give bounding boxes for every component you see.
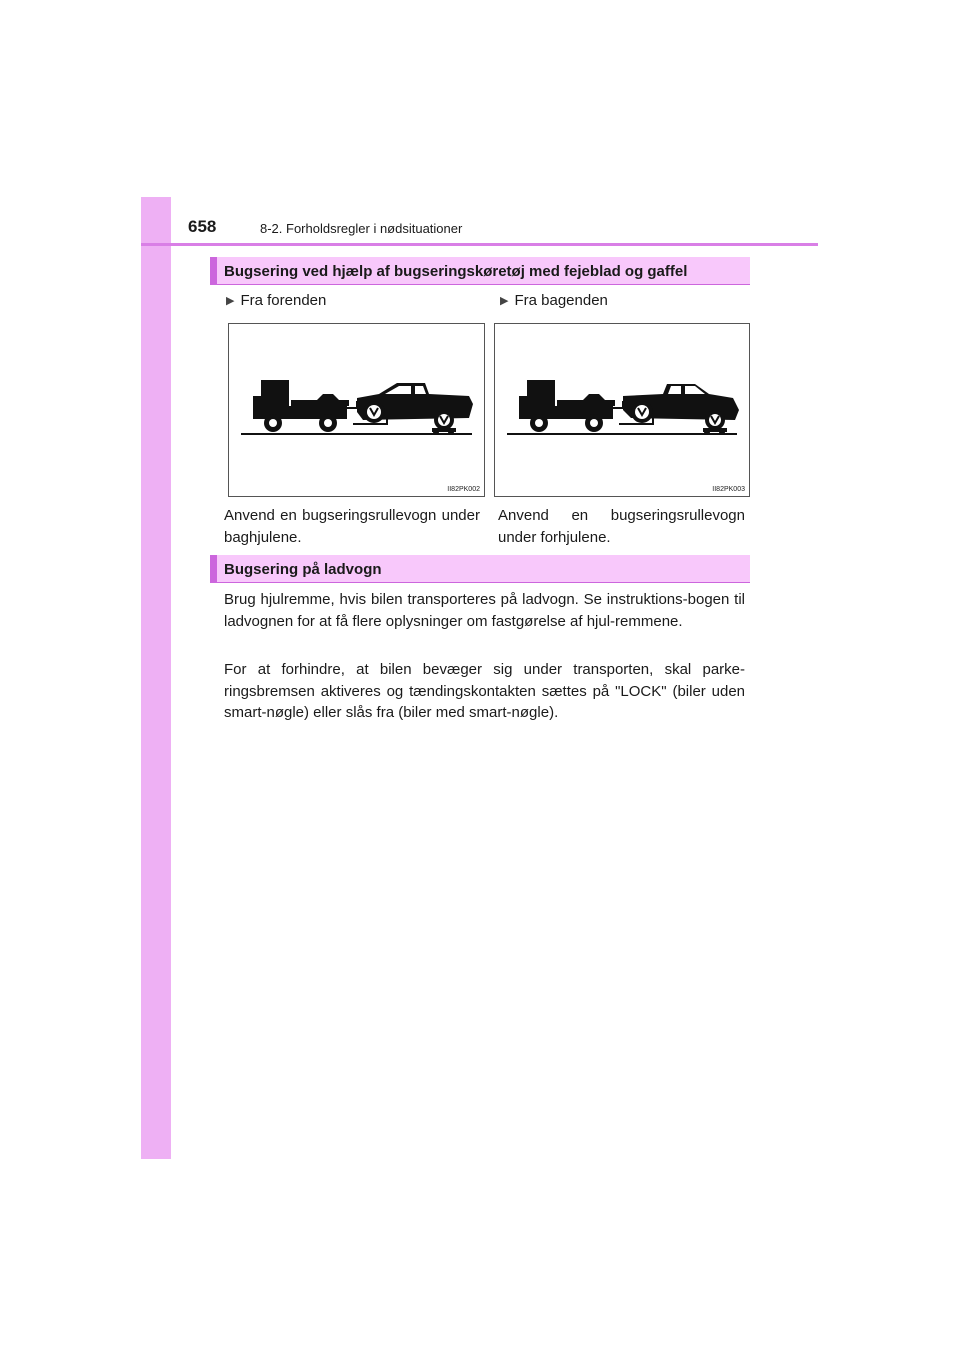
subheading-rear [500, 292, 608, 309]
paragraph-wheel-straps: Brug hjulremme, hvis bilen transporteres på ladvogn. Se instruktions-bogen til ladvognen for at få flere oplysninger om fastgørelse af hjul-remmene. [224, 591, 745, 630]
figure-code: II82PK002 [447, 486, 480, 493]
side-tab-bar [141, 197, 171, 1159]
header-rule [141, 243, 818, 246]
section-heading-flatbed [210, 555, 750, 583]
figure-tow-from-rear [494, 323, 750, 497]
section-heading-wheel-lift [210, 257, 750, 285]
triangle-right-icon: ▶ [226, 295, 235, 307]
section-heading-text: Bugsering på ladvogn [224, 561, 382, 578]
subheading-rear-text: Fra bagenden [514, 292, 608, 309]
figure-tow-from-front [228, 323, 485, 497]
subheading-front-text: Fra forenden [240, 292, 327, 309]
caption-rear: Anvend en bugseringsrullevogn under forhjulene. [498, 507, 745, 546]
paragraph-parking-brake: For at forhindre, at bilen bevæger sig under transporten, skal parke-ringsbremsen aktiveres og tændingskontakten sættes på "LOCK" (biler uden smart-nøgle) eller slås fra (biler med smart-nøgle). [224, 661, 745, 721]
page-number: 658 [188, 217, 217, 236]
figure-code: II82PK003 [712, 486, 745, 493]
chapter-title: 8-2. Forholdsregler i nødsituationer [260, 221, 463, 236]
tow-front-illustration [229, 324, 484, 496]
caption-front: Anvend en bugseringsrullevogn under baghjulene. [224, 507, 480, 546]
tow-rear-illustration [495, 324, 749, 496]
subheading-front [226, 292, 326, 309]
section-heading-text: Bugsering ved hjælp af bugseringskøretøj med fejeblad og gaffel [224, 263, 688, 280]
triangle-right-icon: ▶ [500, 295, 509, 307]
